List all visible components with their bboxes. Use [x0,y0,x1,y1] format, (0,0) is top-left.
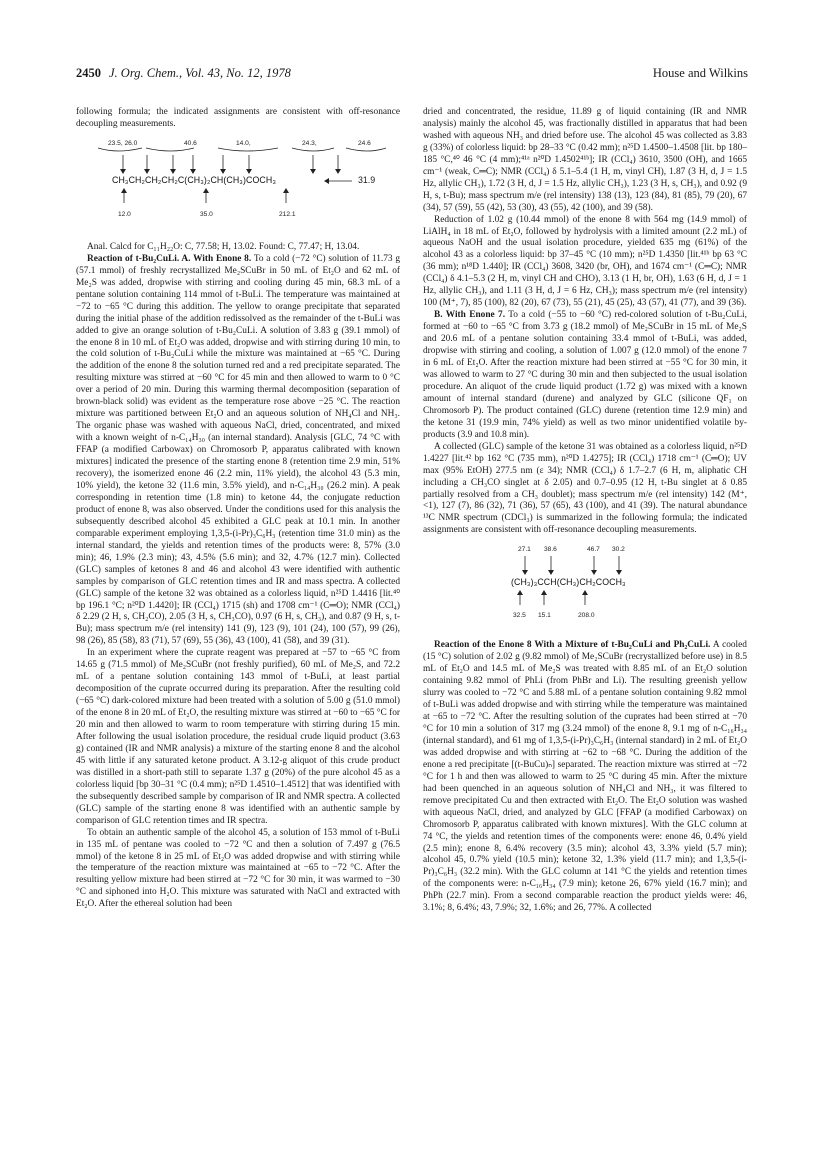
page-number: 2450 [76,66,101,80]
structural-formula: (CH₃)₃CCH(CH₃)CH₂COCH₃ [511,577,626,588]
shift-label: 24.3, [302,139,317,147]
reaction-a-paragraph [76,254,400,648]
shift-label: 14.0, [236,139,251,147]
left-column [76,107,400,911]
reaction-b-paragraph [423,310,747,441]
authentic-sample-paragraph: To obtain an authentic sample of the alcohol 45, a solution of 153 mmol of t-BuLi in 135 mL of pentane was cooled to −72 °C and then a solution of 7.497 g (76.5 mmol) of the ketone 8 in 25 mL of Et₂O was added dropwise and with stirring while the temperature of the reaction mixture was maintained at −65 to −72 °C. After the resulting yellow mixture had been stirred at −72 °C for 30 min, it was warmed to −30 °C and siphoned into H₂O. This mixture was saturated with NaCl and extracted with Et₂O. After the ethereal solution had been [76,827,400,910]
paragraph-text: To a cold (−55 to −60 °C) red-colored solution of t-Bu₂CuLi, formed at −60 to −65 °C from 3.73 g (18.2 mmol) of Me₂SCuBr in 15 mL of Me₂S and 20.6 mL of a pentane solution containing 33.4 mmol of t-BuLi, was added, dropwise with stirring and cooling, a solution of 1.007 g (12.0 mmol) of the enone 7 in 6 mL of Et₂O. After the reaction mixture had been stirred at −55 °C for 30 min, it was allowed to warm to 27 °C during 30 min and then subjected to the usual isolation procedure. An aliquot of the crude liquid product (1.72 g) was mixed with a known amount of internal standard (durene) and analyzed by GLC (silicone QF₁ on Chromosorb P). The product contained (GLC) durene (retention time 12.9 min) and the ketone 31 (19.9 min, 74% yield) as well as two minor unidentified volatile by-products (3.9 and 10.8 min). [423,310,747,440]
section-heading: B. With Enone 7. [434,310,506,321]
mixture-reaction-paragraph [423,640,747,915]
intro-paragraph: following formula; the indicated assignments are consistent with off-resonance decoupling measurements. [76,107,400,129]
shift-label: 27.1 [518,546,531,554]
shift-label: 46.7 [587,546,600,554]
shift-label: 208.0 [578,612,595,620]
structural-formula: CH₃CH₂CH₂CH₂C(CH₃)₂CH(CH₃)COCH₃ [112,174,276,185]
shift-label: 212.1 [279,210,296,218]
shift-label: 30.2 [612,546,625,554]
paragraph-text: To a cold (−72 °C) solution of 11.73 g (57.1 mmol) of freshly recrystallized Me₂SCuBr in 50 mL of Et₂O and 62 mL of Me₂S was added, dropwise with stirring and cooling during 45 min, 68.3 mL of a pentane solution containing 114 mmol of t-BuLi. The temperature was maintained at −72 to −65 °C during this addition. The yellow to orange precipitate that separated during the initial phase of the addition redissolved as the remainder of the t-BuLi was added to give an orange solution of t-Bu₂CuLi. A solution of 3.83 g (39.1 mmol) of the enone 8 in 10 mL of Et₂O was added, dropwise and with stirring during 10 min, to the cold solution of t-Bu₂CuLi while the mixture was maintained at −65 °C. During the addition of the enone 8 the solution turned red and a red precipitate separated. The resulting mixture was stirred at −60 °C for 45 min and then allowed to warm to 0 °C over a period of 20 min. During this warming thermal decomposition (separation of brown-black solid) was evident as the temperature rose above −25 °C. The reaction mixture was partitioned between Et₂O and an aqueous solution of NH₄Cl and NH₃. The organic phase was washed with aqueous NaCl, dried, concentrated, and mixed with a known weight of n-C₁₄H₃₀ (an internal standard). Analysis [GLC, 74 °C with FFAP (a modified Carbowax) on Chromosorb P, apparatus calibrated with known mixtures] indicated the presence of the starting enone 8 (retention time 2.9 min, 51% recovery), the isomerized enone 46 (2.2 min, 11% yield), the alcohol 43 (5.3 min, 10% yield), the ketone 32 (11.6 min, 3.5% yield), and n-C₁₄H₃₀ (26.2 min). A peak corresponding in retention time (1.8 min) to ketone 44, the conjugate reduction product of enone 8, was also observed. Under the conditions used for this analysis the subsequently described alcohol 45 exhibited a GLC peak at 10.1 min. In another comparable experiment employing 1,3,5-(i-Pr)₃C₆H₃ (retention time 31.0 min) as the internal standard, the yields and retention times of the products were: 8, 57% (3.0 min); 46, 1.9% (2.3 min); 43, 4.5% (5.6 min); and 32, 4.7% (12.7 min). Collected (GLC) samples of ketones 8 and 46 and alcohol 43 were identified with authentic samples by comparison of GLC retention times and IR and mass spectra. A collected (GLC) sample of the ketone 32 was obtained as a colorless liquid, n²⁵D 1.4416 [lit.⁴⁰ bp 196.1 °C; n²⁰D 1.4420]; IR (CCl₄) 1715 (sh) and 1708 cm⁻¹ (C═O); NMR (CCl₄) δ 2.29 (2 H, s, CH₂CO), 2.05 (3 H, s, CH₃CO), 0.97 (6 H, s, CH₃), and 0.87 (9 H, s, t-Bu); mass spectrum m/e (rel intensity) 141 (9), 123 (9), 101 (24), 100 (57), 99 (26), 98 (26), 85 (58), 83 (71), 57 (69), 55 (36), 43 (100), 41 (58), and 39 (31). [76,253,400,647]
collected-sample-paragraph: A collected (GLC) sample of the ketone 31 was obtained as a colorless liquid, n²⁵D 1.4227 [lit.⁴² bp 162 °C (735 mm), n²⁰D 1.4275]; IR (CCl₄) 1718 cm⁻¹ (C═O); UV max (95% EtOH) 277.5 nm (ε 34); NMR (CCl₄) δ 1.7–2.7 (6 H, m, aliphatic CH including a CH₃CO singlet at δ 2.05) and 0.7–0.95 (12 H, t-Bu singlet at δ 0.85 partially resolved from a CH₃ doublet); mass spectrum m/e (rel intensity) 142 (M⁺, <1), 127 (7), 86 (32), 71 (36), 57 (65), 43 (100), and 41 (39). The natural abundance ¹³C NMR spectrum (CDCl₃) is summarized in the following formula; the indicated assignments are consistent with off-resonance decoupling measurements. [423,441,747,536]
continued-paragraph: dried and concentrated, the residue, 11.89 g of liquid containing (IR and NMR analysis) mainly the alcohol 45, was fractionally distilled in apparatus that had been washed with aqueous NH₃ and dried before use. The alcohol 45 was collected as 3.83 g (33%) of colorless liquid: bp 28–33 °C (0.42 mm); n²⁵D 1.4500–1.4508 [lit. bp 180–185 °C,⁴⁰ 46 °C (4 mm);⁴¹ᵃ n²⁰D 1.4502⁴¹ᵇ]; IR (CCl₄) 3610, 3500 (OH), and 1665 cm⁻¹ (weak, C═C); NMR (CCl₄) δ 5.1–5.4 (1 H, m, vinyl CH), 1.87 (3 H, d, J = 1.5 Hz, allylic CH₃), 1.72 (3 H, d, J = 1.5 Hz, allylic CH₃), 1.23 (3 H, s, CH₃), and 0.92 (9 H, s, t-Bu); mass spectrum m/e (rel intensity) 138 (13), 123 (84), 81 (85), 79 (20), 67 (34), 57 (59), 55 (42), 53 (30), 43 (55), 42 (100), and 39 (58). [423,107,747,213]
section-heading: Reaction of t-Bu₂CuLi. A. With Enone 8. [87,253,252,264]
reduction-paragraph: Reduction of 1.02 g (10.44 mmol) of the enone 8 with 564 mg (14.9 mmol) of LiAlH₄ in 18 mL of Et₂O, followed by hydrolysis with a limited amount (2.2 mL) of aqueous NaOH and the usual isolation procedure, yielded 635 mg (61%) of the alcohol 43 as a colorless liquid: bp 37–45 °C (10 mm); n²⁵D 1.4350 [lit.⁴¹ᵇ bp 63 °C (36 mm); n¹⁸D 1.440]; IR (CCl₄) 3608, 3420 (br, OH), and 1674 cm⁻¹ (C═C); NMR (CCl₄) δ 4.1–5.3 (2 H, m, vinyl CH and CHO), 3.13 (1 H, br, OH), 1.63 (6 H, d, J = 1 Hz, allylic CH₃), and 1.11 (3 H, d, J = 6 Hz, CH₃); mass spectrum m/e (rel intensity) 100 (M⁺, 7), 85 (100), 82 (20), 67 (73), 55 (21), 45 (25), 43 (57), 41 (77), and 39 (36). [423,214,747,309]
shift-label: 38.6 [544,546,557,554]
analysis-paragraph: Anal. Calcd for C₁₁H₂₂O: C, 77.58; H, 13.02. Found: C, 77.47; H, 13.04. [87,241,360,252]
shift-label: 40.6 [184,139,197,147]
shift-label: 32.5 [513,612,526,620]
scheme-1-lines [76,135,400,239]
shift-label: 24.6 [358,139,371,147]
right-column [423,107,747,915]
section-heading: Reaction of the Enone 8 With a Mixture of t-Bu₂CuLi and Ph₂CuLi. [434,640,711,651]
shift-label: 23.5, 26.0 [108,139,138,147]
c13-scheme-2 [423,542,747,636]
experiment-2-paragraph: In an experiment where the cuprate reagent was prepared at −57 to −65 °C from 14.65 g (71.5 mmol) of Me₂SCuBr (not freshly purified), 60 mL of Me₂S, and 72.2 mL of a pentane solution containing 143 mmol of t-BuLi, at least partial decomposition of the cuprate occurred during its preparation. After the resulting cold (−65 °C) dark-colored mixture had been treated with a solution of 5.00 g (51.0 mmol) of the enone 8 in 20 mL of Et₂O, the resulting mixture was stirred at −60 to −65 °C for 20 min and then allowed to warm to room temperature with stirring during 15 min. After following the usual isolation procedure, the residual crude liquid product (3.63 g) contained (IR and NMR analysis) a mixture of the starting enone 8 and the alcohol 45 with little if any saturated ketone product. A 3.12-g aliquot of this crude product was distilled in a short-path still to separate 1.37 g (20%) of the pure alcohol 45 as a colorless liquid [bp 30–31 °C (0.4 mm); n²⁵D 1.4510–1.4512] that was identified with the subsequently described sample by comparison of IR and NMR spectra. A collected (GLC) sample of the starting enone 8 was identified with an authentic sample by comparison of GLC retention times and IR spectra. [76,648,400,826]
shift-label: 12.0 [118,210,131,218]
side-shift-label: 31.9 [358,174,376,185]
running-header [76,66,748,84]
shift-label: 15.1 [538,612,551,620]
c13-scheme-1 [76,135,400,239]
paragraph-text: A cooled (15 °C) solution of 2.02 g (9.82 mmol) of Me₂SCuBr (recrystallized before use) in 8.5 mL of Et₂O and 14.5 mL of Me₂S was treated with 8.85 mL of an Et₂O solution containing 9.82 mmol of PhLi (from PhBr and Li). The resulting greenish yellow slurry was cooled to −72 °C and 5.88 mL of a pentane solution containing 9.82 mmol of t-BuLi was added dropwise and with stirring while the temperature was maintained at −65 to −72 °C. After the resulting solution of the cuprates had been stirred at −70 °C for 10 min a solution of 317 mg (3.24 mmol) of the enone 8, 9.1 mg of n-C₁₆H₃₄ (internal standard), and 61 mg of 1,3,5-(i-Pr)₃C₆H₃ (internal standard) in 2 mL of Et₂O was added dropwise and with stirring at −62 to −68 °C. During the addition of the enone a red precipitate [(t-BuCu)ₙ] separated. The reaction mixture was stirred at −72 °C for 1 h and then was allowed to warm to 25 °C during 45 min. After the mixture had been quenched in an aqueous solution of NH₄Cl and NH₃, it was filtered to remove precipitated Cu and then extracted with Et₂O. The Et₂O solution was washed with aqueous NaCl, dried, and analyzed by GLC [FFAP (a modified Carbowax) on Chromosorb P, apparatus calibrated with known mixtures]. With the GLC column at 74 °C, the yields and retention times of the components were: enone 46, 0.4% yield (2.5 min); enone 8, 6.4% recovery (3.5 min); alcohol 43, 3.3% yield (5.7 min); alcohol 45, 0.7% yield (10.5 min); ketone 32, 1.3% yield (11.7 min); and 1,3,5-(i-Pr)₃C₆H₃ (32.2 min). With the GLC column at 141 °C the yields and retention times of the components were: n-C₁₆H₃₄ (7.9 min); ketone 26, 67% yield (16.7 min); and PhPh (22.7 min). From a second comparable reaction the product yields were: 46, 3.1%; 8, 6.4%; 43, 7.9%; 32, 1.6%; and 26, 77%. A collected [423,640,747,914]
journal-citation: J. Org. Chem., Vol. 43, No. 12, 1978 [109,66,291,80]
shift-label: 35.0 [200,210,213,218]
running-authors: House and Wilkins [652,66,748,80]
